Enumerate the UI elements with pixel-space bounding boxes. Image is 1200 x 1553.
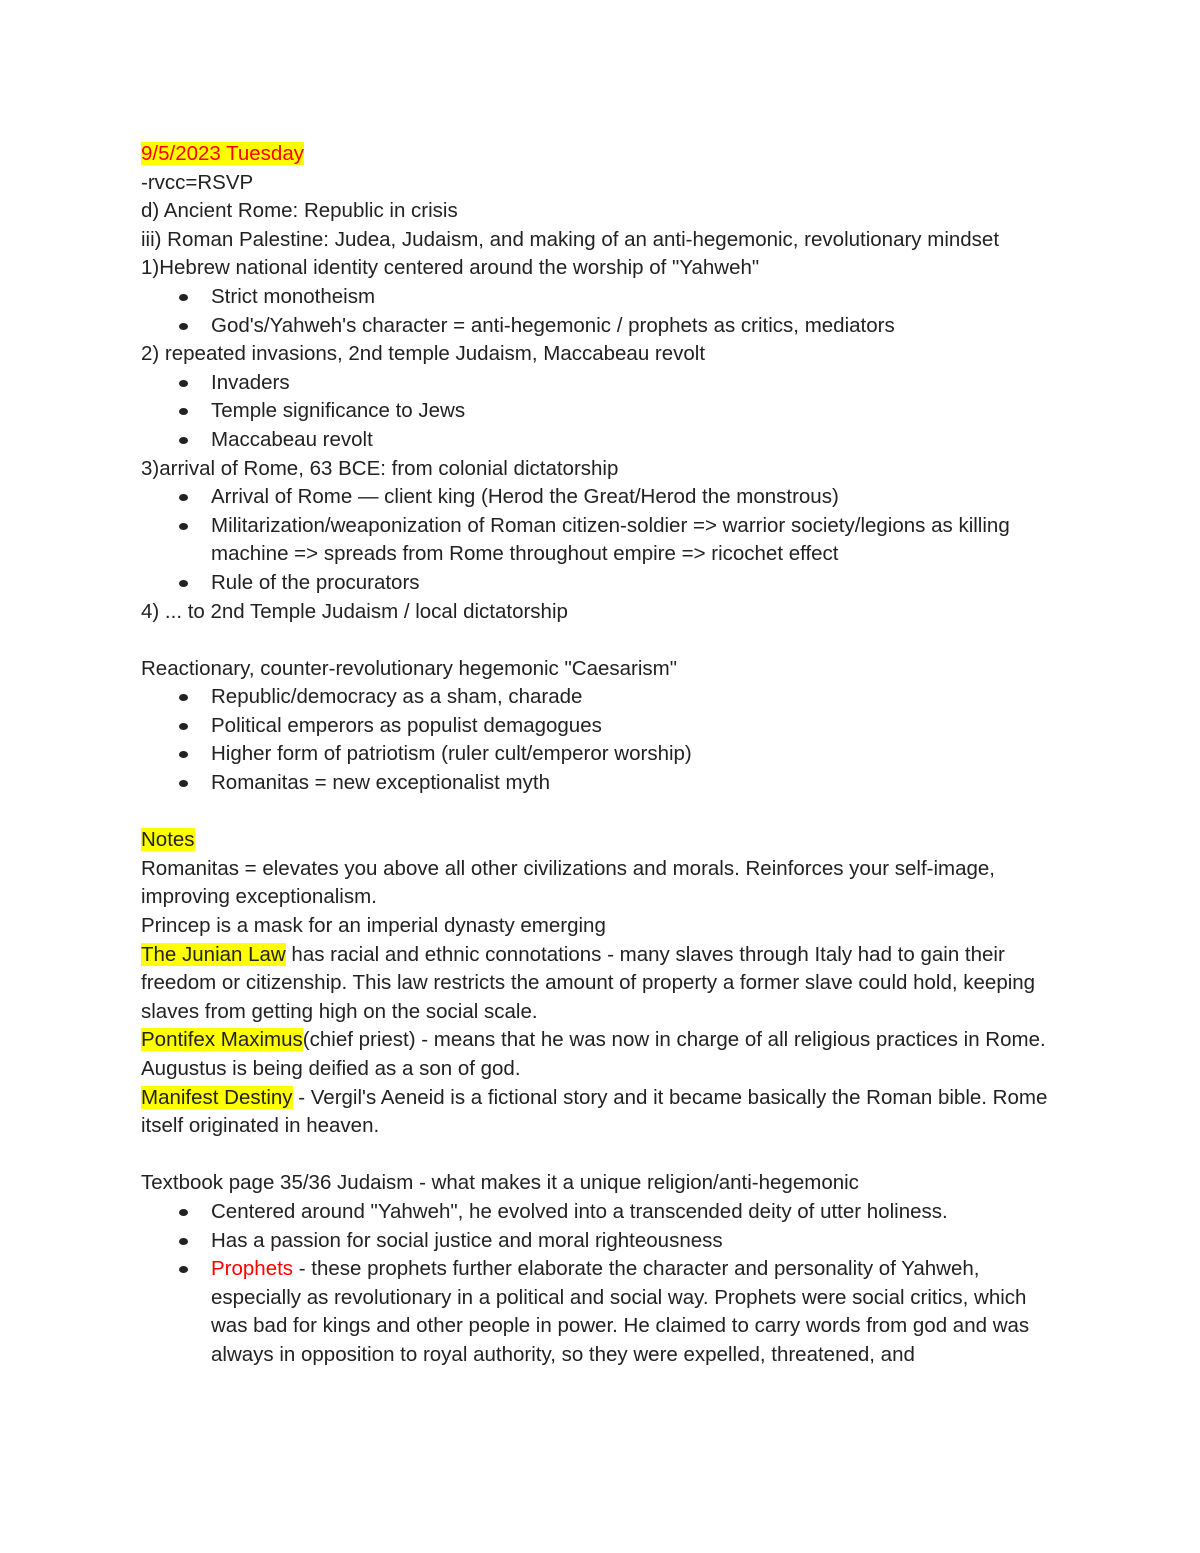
point-4-line: 4) ... to 2nd Temple Judaism / local dictatorship [141,599,568,623]
bullet-item [141,369,1061,398]
junian-note [141,941,1061,1027]
bullet-text: Invaders [211,370,290,394]
notes-heading-text: Notes [141,828,195,852]
bullet-icon [179,437,188,444]
date-heading [141,140,1061,169]
junian-text: has racial and ethnic connotations - many slaves through Italy had to gain their freedom or citizenship. This law restricts the amount of property a former slave could hold, keeping slaves from getting high on the social scale. [141,942,1036,1023]
manifest-note [141,1084,1061,1141]
bullet-icon [179,723,188,730]
bullet-icon [179,1209,188,1216]
bullet-item [141,740,1061,769]
bullet-icon [179,694,188,701]
bullet-icon [179,380,188,387]
blank-line [141,798,1061,827]
bullet-icon [179,780,188,787]
pontifex-term: Pontifex Maximus [141,1028,303,1052]
point-3-line: 3)arrival of Rome, 63 BCE: from colonial dictatorship [141,456,619,480]
caesarism-heading: Reactionary, counter-revolutionary hegemonic "Caesarism" [141,656,678,680]
date-text: 9/5/2023 Tuesday [141,142,304,165]
bullet-text: Rule of the procurators [211,570,420,594]
bullet-item [141,283,1061,312]
bullet-item [141,1198,1061,1227]
manifest-text: - Vergil's Aeneid is a fictional story and it became basically the Roman bible. Rome itself originated in heaven. [141,1085,1048,1138]
bullet-item [141,1227,1061,1256]
manifest-term: Manifest Destiny [141,1085,293,1109]
bullet-item [141,312,1061,341]
pontifex-note [141,1026,1061,1083]
bullet-icon [179,1266,188,1273]
notes-heading [141,826,1061,855]
blank-line [141,626,1061,655]
bullet-text: Political emperors as populist demagogues [211,713,602,737]
section-d-line: d) Ancient Rome: Republic in crisis [141,199,458,223]
bullet-icon [179,323,188,330]
bullet-item [141,483,1061,512]
bullet-icon [179,580,188,587]
bullet-text: Has a passion for social justice and moral righteousness [211,1228,723,1252]
bullet-item [141,512,1061,569]
bullet-text: Militarization/weaponization of Roman citizen-soldier => warrior society/legions as killing machine => spreads from Rome throughout empire => ricochet effect [211,513,1010,566]
bullet-icon [179,294,188,301]
bullet-icon [179,523,188,530]
bullet-icon [179,494,188,501]
bullet-icon [179,408,188,415]
bullet-item [141,683,1061,712]
bullet-item [141,569,1061,598]
textbook-heading: Textbook page 35/36 Judaism - what makes it a unique religion/anti-hegemonic [141,1171,859,1195]
rvcc-line: -rvcc=RSVP [141,170,254,194]
bullet-text: Maccabeau revolt [211,427,373,451]
bullet-icon [179,1238,188,1245]
bullet-text: Republic/democracy as a sham, charade [211,685,583,709]
bullet-item [141,426,1061,455]
junian-term: The Junian Law [141,942,286,966]
document-body [141,140,1061,1370]
bullet-text: Temple significance to Jews [211,399,466,423]
pontifex-text: (chief priest) - means that he was now in charge of all religious practices in Rome. Augustus is being deified as a son of god. [141,1028,1046,1080]
princep-note: Princep is a mask for an imperial dynasty emerging [141,914,606,938]
bullet-icon [179,751,188,758]
bullet-item [141,1255,1061,1369]
bullet-item [141,397,1061,426]
bullet-item [141,712,1061,741]
bullet-text: God's/Yahweh's character = anti-hegemonic / prophets as critics, mediators [211,313,895,337]
bullet-text: Strict monotheism [211,284,376,308]
section-iii-line: iii) Roman Palestine: Judea, Judaism, and making of an anti-hegemonic, revolutionary mindset [141,227,1000,251]
prophets-term: Prophets [211,1257,294,1281]
point-1-line: 1)Hebrew national identity centered around the worship of "Yahweh" [141,256,760,280]
bullet-text: Arrival of Rome — client king (Herod the Great/Herod the monstrous) [211,485,839,509]
bullet-text: - these prophets further elaborate the character and personality of Yahweh, especially as revolutionary in a political and social way. Prophets were social critics, which was bad for kings and other people in power. He claimed to carry words from god and was always in opposition to royal authority, so they were expelled, threatened, and [211,1257,1030,1366]
romanitas-note: Romanitas = elevates you above all other civilizations and morals. Reinforces your self-image, improving exceptionalism. [141,856,996,909]
bullet-text: Higher form of patriotism (ruler cult/emperor worship) [211,742,692,766]
bullet-item [141,769,1061,798]
point-2-line: 2) repeated invasions, 2nd temple Judaism, Maccabeau revolt [141,342,706,366]
blank-line [141,1141,1061,1170]
bullet-text: Romanitas = new exceptionalist myth [211,771,550,795]
bullet-text: Centered around "Yahweh", he evolved into a transcended deity of utter holiness. [211,1199,948,1223]
